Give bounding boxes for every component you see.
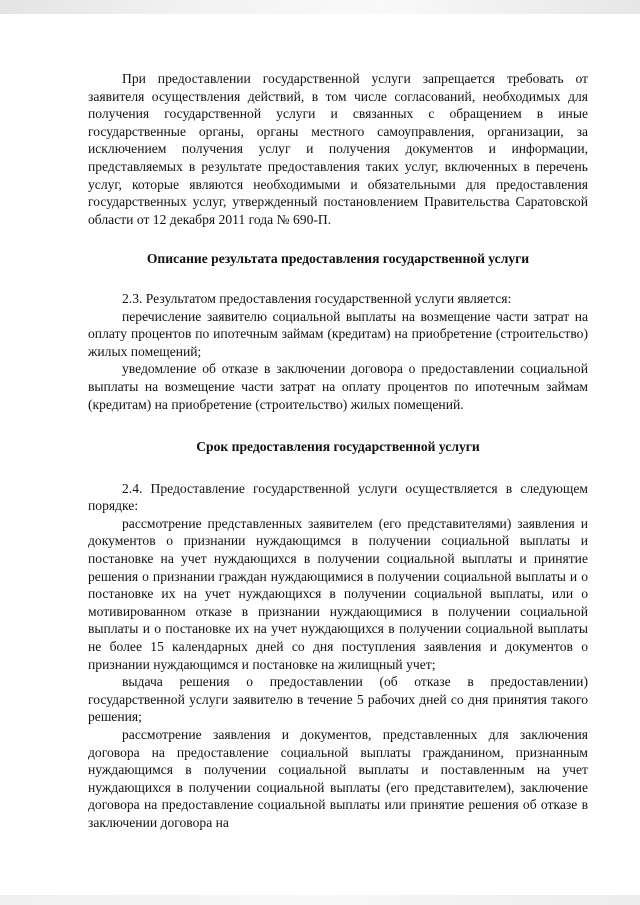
scan-edge-top <box>0 0 640 14</box>
section-result-item: уведомление об отказе в заключении договора о предоставлении социальной выплаты на возмещение части затрат на оплату процентов по ипотечным займам (кредитам) на приобретение (строительство) жилых помещений. <box>88 361 588 412</box>
section-term-item: выдача решения о предоставлении (об отказе в предоставлении) государственной услуги заявителю в течение 5 рабочих дней со дня принятия такого решения; <box>88 674 588 725</box>
section-result-lead: 2.3. Результатом предоставления государственной услуги является: <box>122 290 512 306</box>
scan-edge-bottom <box>0 895 640 905</box>
intro-paragraph: При предоставлении государственной услуги запрещается требовать от заявителя осуществления действий, в том числе согласований, необходимых для получения государственной услуги и связанных с обращением в иные государственные органы, органы местного самоуправления, организации, за исключением получения услуг и получения документов и информации, представляемых в результате предоставления таких услуг, включенных в перечень услуг, которые являются необходимыми и обязательными для предоставления государственных услуг, утвержденный постановлением Правительства Саратовской области от 12 декабря 2011 года № 690-П. <box>88 71 588 227</box>
document-page <box>88 70 588 832</box>
section-term-item: рассмотрение представленных заявителем (его представителями) заявления и документов о признании нуждающимся в получении социальной выплаты и постановке на учет нуждающихся в получении социальной выплаты и принятие решения о признании граждан нуждающимися в получении социальной выплаты и о постановке их на учет нуждающихся в получении социальной выплаты, или о мотивированном отказе в признании нуждающимися в получении социальной выплаты и о постановке их на учет нуждающихся в получении социальной выплаты не более 15 календарных дней со дня поступления заявления и документов о признании нуждающимся и постановке на жилищный учет; <box>88 515 588 672</box>
section-term-heading: Срок предоставления государственной услуги <box>196 439 480 455</box>
section-result-heading: Описание результата предоставления государственной услуги <box>146 251 530 267</box>
section-term-lead: 2.4. Предоставление государственной услуги осуществляется в следующем порядке: <box>88 480 588 514</box>
section-result-item: перечисление заявителю социальной выплаты на возмещение части затрат на оплату процентов по ипотечным займам (кредитам) на приобретение (строительство) жилых помещений; <box>88 308 588 359</box>
section-term-item: рассмотрение заявления и документов, представленных для заключения договора на предоставление социальной выплаты гражданином, признанным нуждающимся в получении социальной выплаты и поставленным на учет нуждающихся в получении социальной выплаты (его представителем), заключение договора на предоставление социальной выплаты или принятие решения об отказе в заключении договора на <box>88 727 588 830</box>
